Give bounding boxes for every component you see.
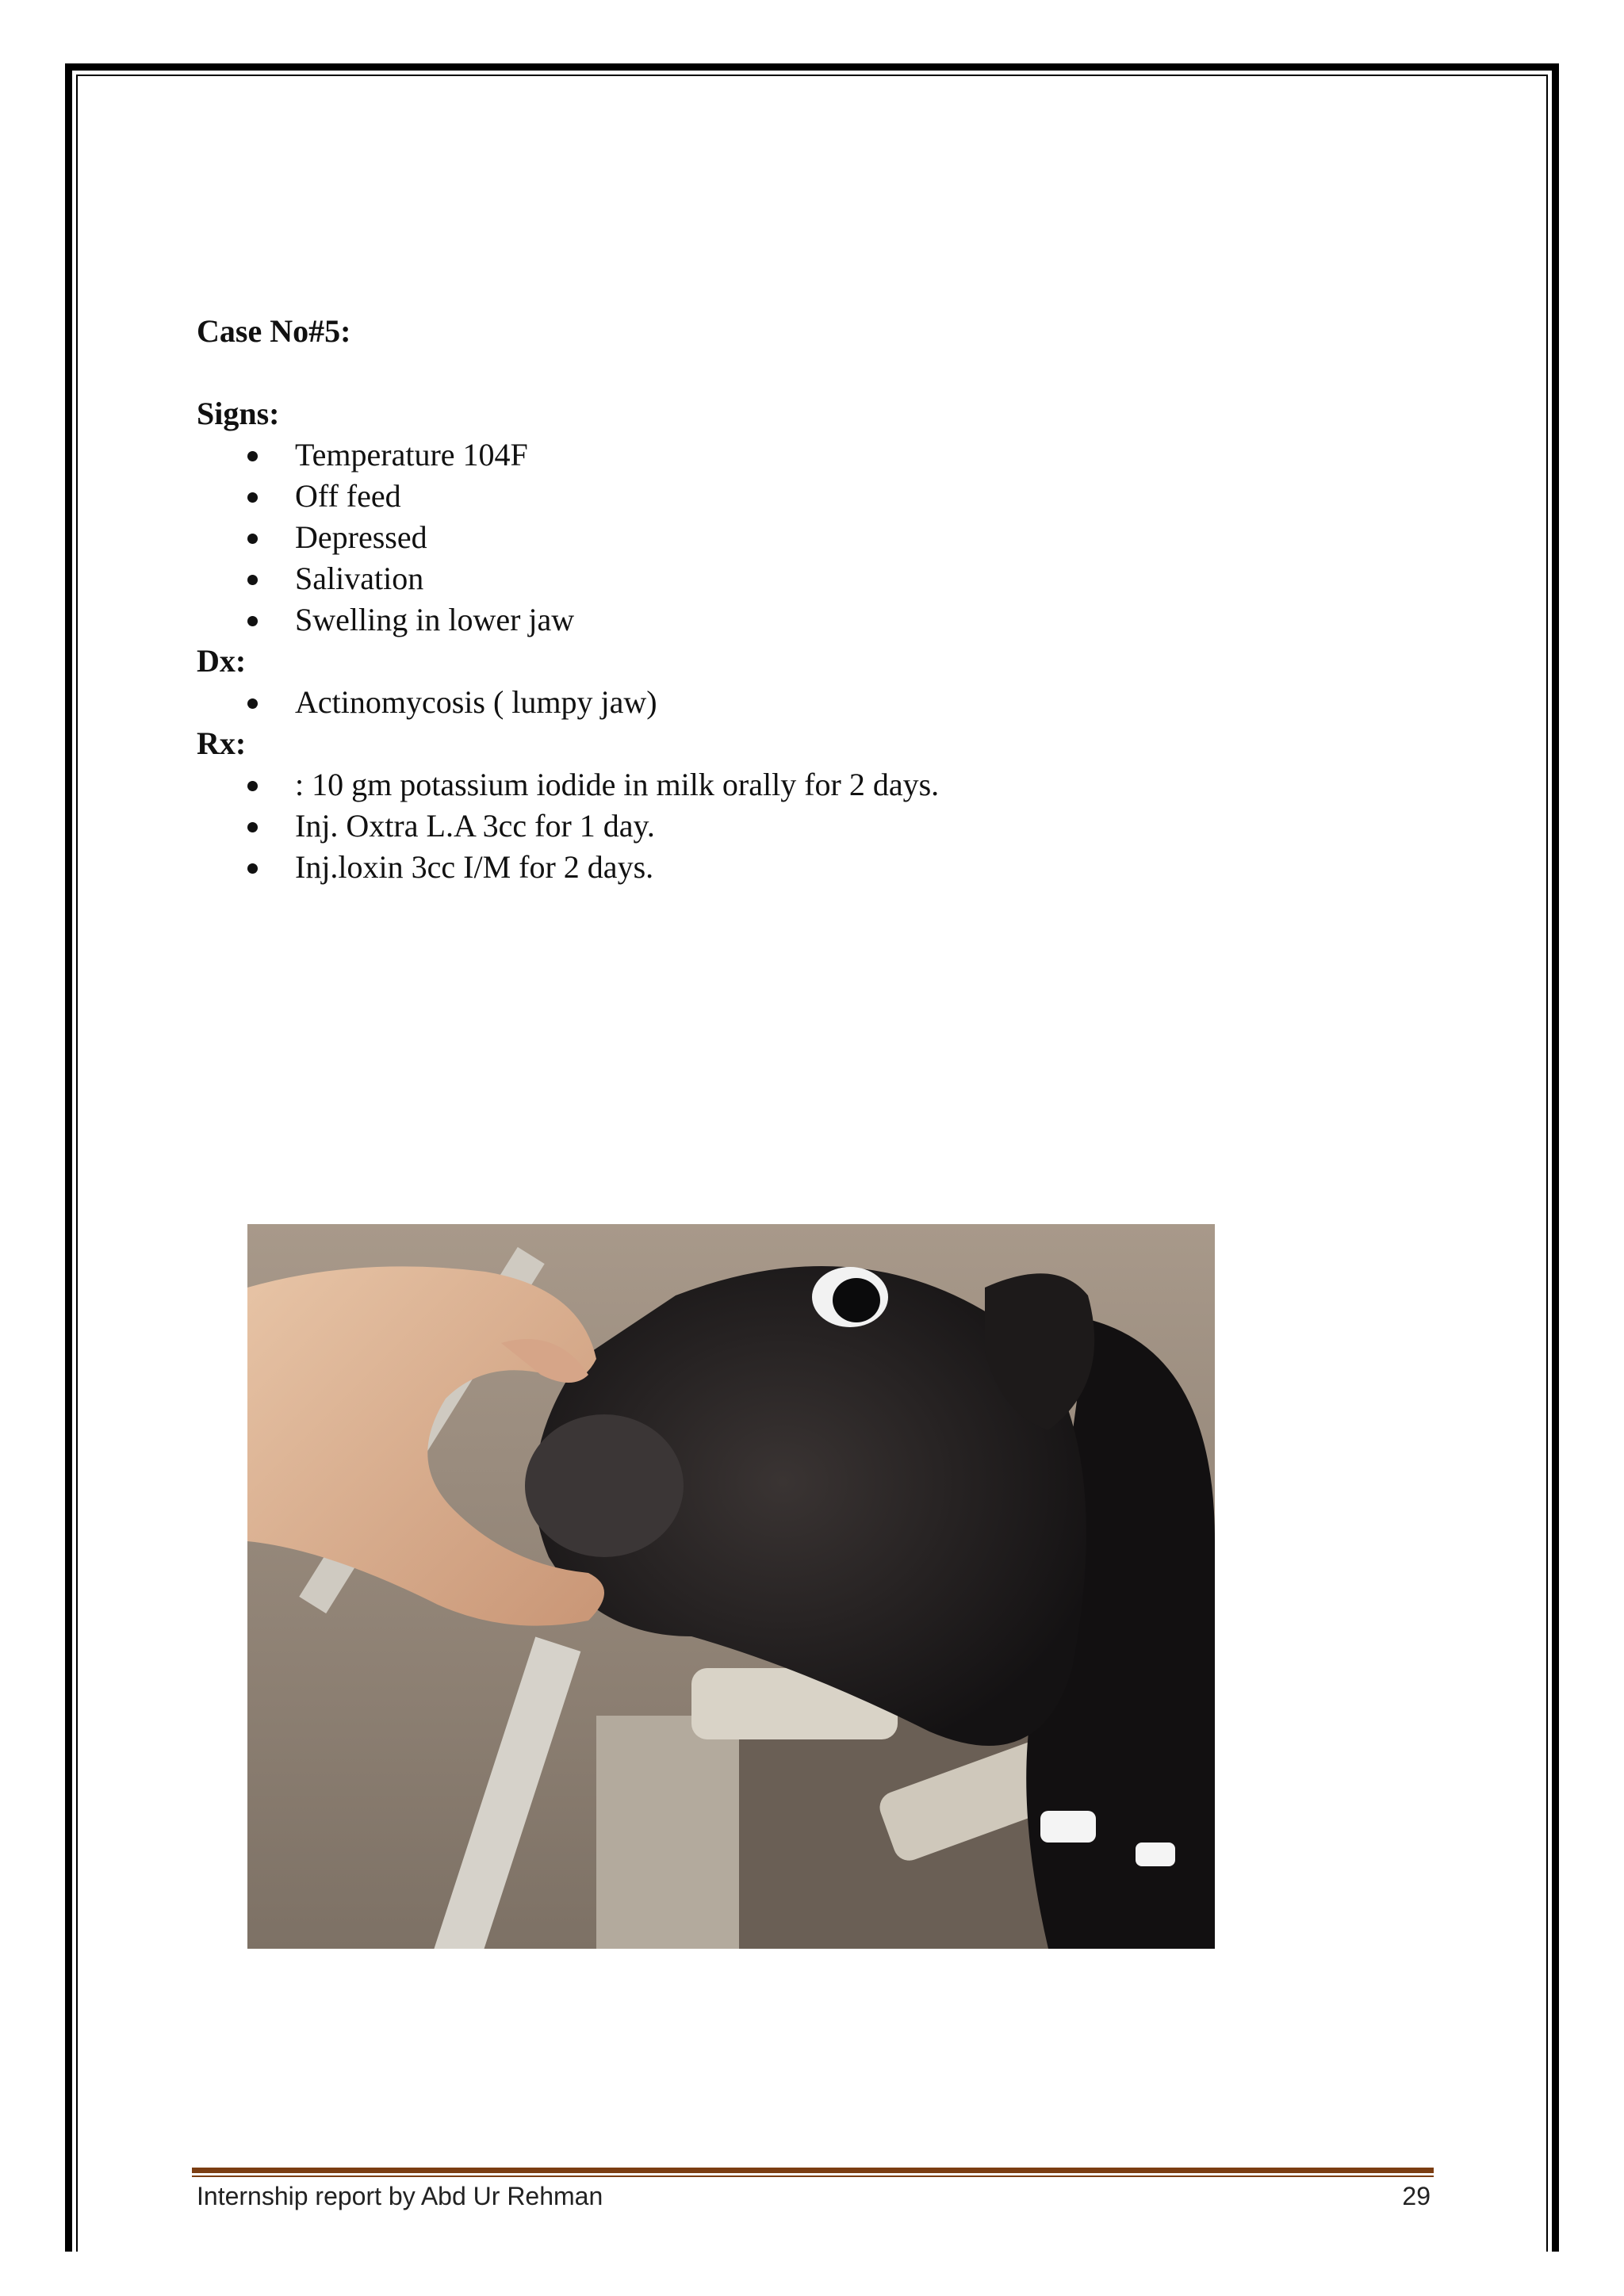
bullet-icon: [247, 698, 258, 709]
bullet-icon: [247, 575, 258, 585]
list-item-text: Depressed: [295, 519, 427, 555]
list-item: [197, 434, 1434, 476]
list-item-text: Inj. Oxtra L.A 3cc for 1 day.: [295, 808, 655, 844]
bullet-icon: [247, 534, 258, 544]
bullet-icon: [247, 451, 258, 461]
footer-text: Internship report by Abd Ur Rehman: [197, 2182, 603, 2210]
bullet-icon: [247, 822, 258, 832]
rx-list: [197, 764, 1434, 888]
calf-lumpy-jaw-photo: [247, 1224, 1215, 1949]
list-item-text: : 10 gm potassium iodide in milk orally for 2 days.: [295, 767, 940, 802]
bullet-icon: [247, 492, 258, 503]
list-item-text: Inj.loxin 3cc I/M for 2 days.: [295, 849, 654, 885]
list-item: [197, 517, 1434, 558]
list-item: [197, 806, 1434, 847]
list-item: [197, 682, 1434, 723]
page-number: 29: [1402, 2182, 1431, 2210]
signs-list: [197, 434, 1434, 641]
list-item: [197, 847, 1434, 888]
bullet-icon: [247, 616, 258, 626]
dx-heading: Dx:: [197, 643, 247, 679]
list-item: [197, 764, 1434, 806]
dx-list: [197, 682, 1434, 723]
list-item-text: Temperature 104F: [295, 437, 528, 473]
case-title: Case No#5:: [197, 313, 351, 349]
footer-rule: [192, 2168, 1434, 2173]
list-item: [197, 558, 1434, 599]
list-item-text: Actinomycosis ( lumpy jaw): [295, 684, 657, 720]
list-item-text: Off feed: [295, 478, 401, 514]
list-item: [197, 599, 1434, 641]
signs-heading: Signs:: [197, 396, 280, 431]
rx-heading: Rx:: [197, 725, 247, 761]
list-item-text: Swelling in lower jaw: [295, 602, 575, 637]
bullet-icon: [247, 863, 258, 874]
footer-rule-thin: [192, 2175, 1434, 2177]
list-item-text: Salivation: [295, 561, 424, 596]
bullet-icon: [247, 781, 258, 791]
case-content: [197, 311, 1434, 888]
list-item: [197, 476, 1434, 517]
